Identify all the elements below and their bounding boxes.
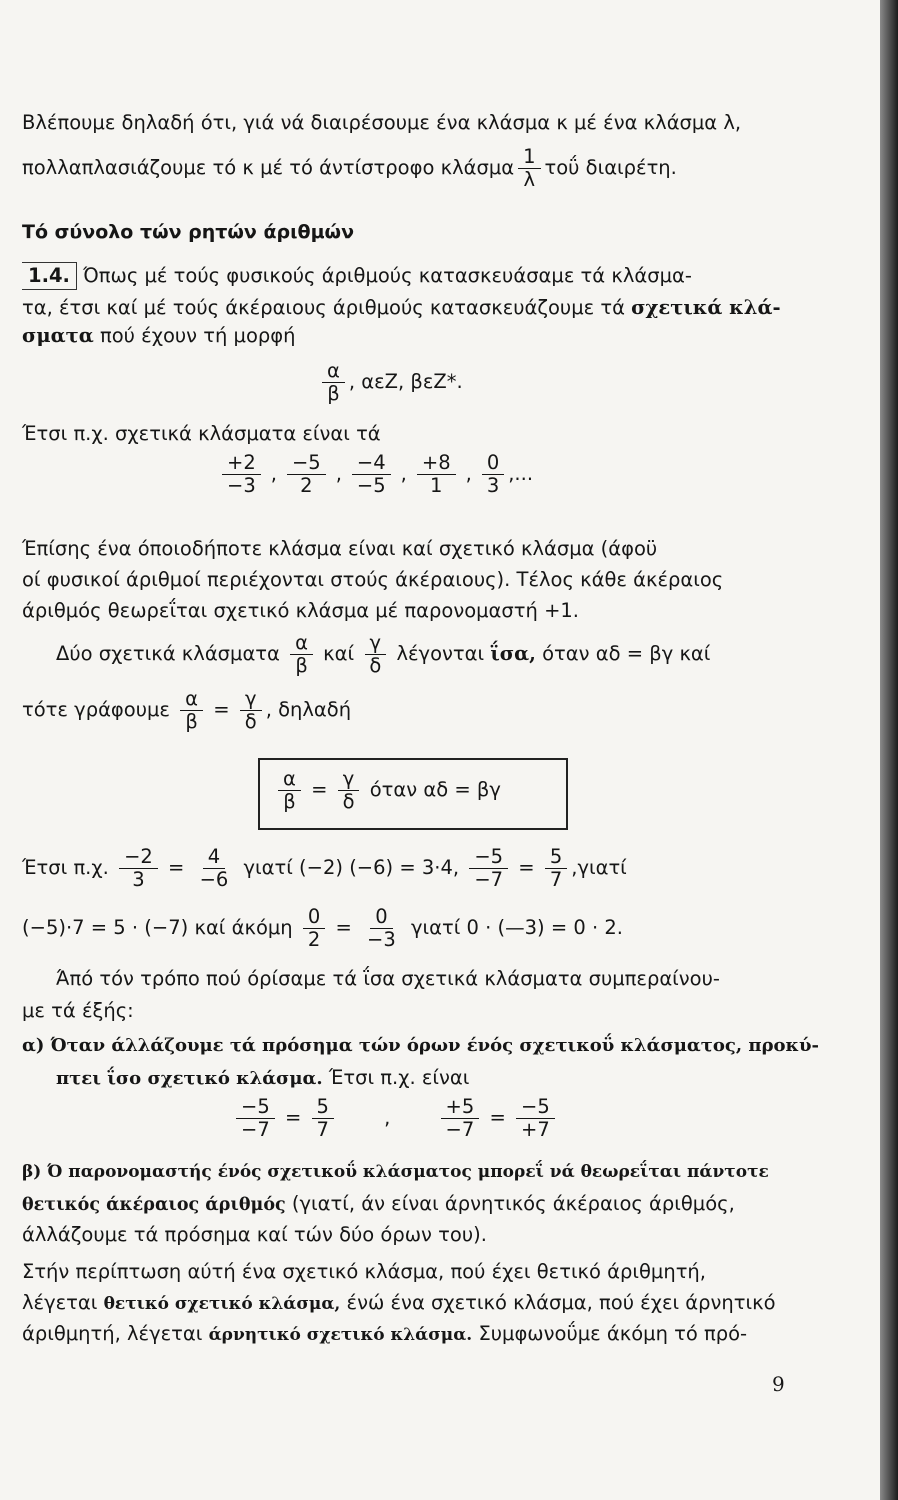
text-line: σματα πού έχουν τή μορφή xyxy=(22,324,296,347)
section-heading: Τό σύνολο τών ρητών άριθμών xyxy=(22,221,355,243)
example-line: Έτσι π.χ. $\frac{-2}{3}$ = $\frac{4}{-6}$ γιατί (−2) (−6) = 3·4, $\frac{-5}{-7}$ = $\frac{5}{7}$ ,γιατί xyxy=(22,845,627,891)
text-line: πτει ΐσο σχετικό κλάσμα. Έτσι π.χ. είναι xyxy=(56,1066,470,1089)
general-form-formula: $\frac{\alpha}{\beta}$ , αεΖ, βεΖ*. xyxy=(318,360,463,405)
text-line: θετικός άκέραιος άριθμός (γιατί, άν είναι άρνητικός άκέραιος άριθμός, xyxy=(22,1192,735,1215)
text-run: τοΰ διαιρέτη. xyxy=(544,156,677,179)
definition-box: $\frac{\alpha}{\beta}$ = $\frac{\gamma}{\delta}$ όταν αδ = βγ xyxy=(258,758,568,830)
fraction-one-over-lambda: $\frac{1}{\lambda}$ xyxy=(518,146,540,191)
term-relative-fractions: σχετικά κλά- xyxy=(631,296,781,319)
text-line: τα, έτσι καί μέ τούς άκέραιους άριθμούς κατασκευάζουμε τά σχετικά κλά- xyxy=(22,296,781,319)
page-number: 9 xyxy=(772,1372,785,1396)
text-line: λέγεται θετικό σχετικό κλάσμα, ένώ ένα σχετικό κλάσμα, πού έχει άρνητικό xyxy=(22,1291,776,1314)
page-edge xyxy=(880,0,898,1500)
section-number: 1.4. xyxy=(22,262,77,290)
text-line: άριθμητή, λέγεται άρνητικό σχετικό κλάσμα. Συμφωνοΰμε άκόμη τό πρό- xyxy=(22,1322,748,1345)
example-fraction: $\frac{-4}{-5}$ xyxy=(352,452,391,497)
text-line: 1.4. Όπως μέ τούς φυσικούς άριθμούς κατασκευάσαμε τά κλάσμα- xyxy=(22,262,692,290)
text-line: άλλάζουμε τά πρόσημα καί τών δύο όρων του). xyxy=(22,1223,487,1246)
text-run: πολλαπλασιάζουμε τό κ μέ τό άντίστροφο κλάσμα xyxy=(22,156,515,179)
example-line: (−5)·7 = 5 · (−7) καί άκόμη $\frac{0}{2}$ = $\frac{0}{-3}$ γιατί 0 · (—3) = 0 · 2. xyxy=(22,905,623,951)
text-line xyxy=(22,146,677,191)
rule-beta-line: β) Ό παρονομαστής ένός σχετικοΰ κλάσματος μπορεΐ νά θεωρεΐται πάντοτε xyxy=(22,1162,769,1182)
text-line: με τά έξής: xyxy=(22,999,134,1022)
alpha-examples: $\frac{-5}{-7}$ = $\frac{5}{7}$ , $\frac{+5}{-7}$ = $\frac{-5}{+7}$ xyxy=(232,1096,559,1141)
text-line: οί φυσικοί άριθμοί περιέχονται στούς άκέραιους). Τέλος κάθε άκέραιος xyxy=(22,568,724,591)
text-line: Έπίσης ένα όποιοδήποτε κλάσμα είναι καί σχετικό κλάσμα (άφοϋ xyxy=(22,537,658,560)
text-line: Δύο σχετικά κλάσματα $\frac{\alpha}{\beta}$ καί $\frac{\gamma}{\delta}$ λέγονται ΐσα, όταν αδ = βγ καί xyxy=(56,631,711,677)
example-fraction: $\frac{0}{3}$ xyxy=(482,452,504,497)
text-line: Στήν περίπτωση αύτή ένα σχετικό κλάσμα, πού έχει θετικό άριθμητή, xyxy=(22,1260,706,1283)
example-fraction: $\frac{-5}{2}$ xyxy=(287,452,326,497)
example-fractions: $\frac{+2}{-3}$ , $\frac{-5}{2}$ , $\frac{-4}{-5}$ , $\frac{+8}{1}$ , $\frac{0}{3}$ ,... xyxy=(218,452,533,497)
text-line: Έτσι π.χ. σχετικά κλάσματα είναι τά xyxy=(22,422,381,445)
text-line: άριθμός θεωρεΐται σχετικό κλάσμα μέ παρονομαστή +1. xyxy=(22,599,580,622)
example-fraction: $\frac{+2}{-3}$ xyxy=(222,452,261,497)
rule-alpha-line: α) Όταν άλλάζουμε τά πρόσημα τών όρων ένός σχετικοΰ κλάσματος, προκύ- xyxy=(22,1035,819,1056)
example-fraction: $\frac{+8}{1}$ xyxy=(417,452,456,497)
text-line: Άπό τόν τρόπο πού όρίσαμε τά ΐσα σχετικά κλάσματα συμπεραίνου- xyxy=(56,967,720,990)
text-line: Βλέπουμε δηλαδή ότι, γιά νά διαιρέσουμε ένα κλάσμα κ μέ ένα κλάσμα λ, xyxy=(22,111,742,134)
text-line: τότε γράφουμε $\frac{\alpha}{\beta}$ = $\frac{\gamma}{\delta}$ , δηλαδή xyxy=(22,687,352,733)
